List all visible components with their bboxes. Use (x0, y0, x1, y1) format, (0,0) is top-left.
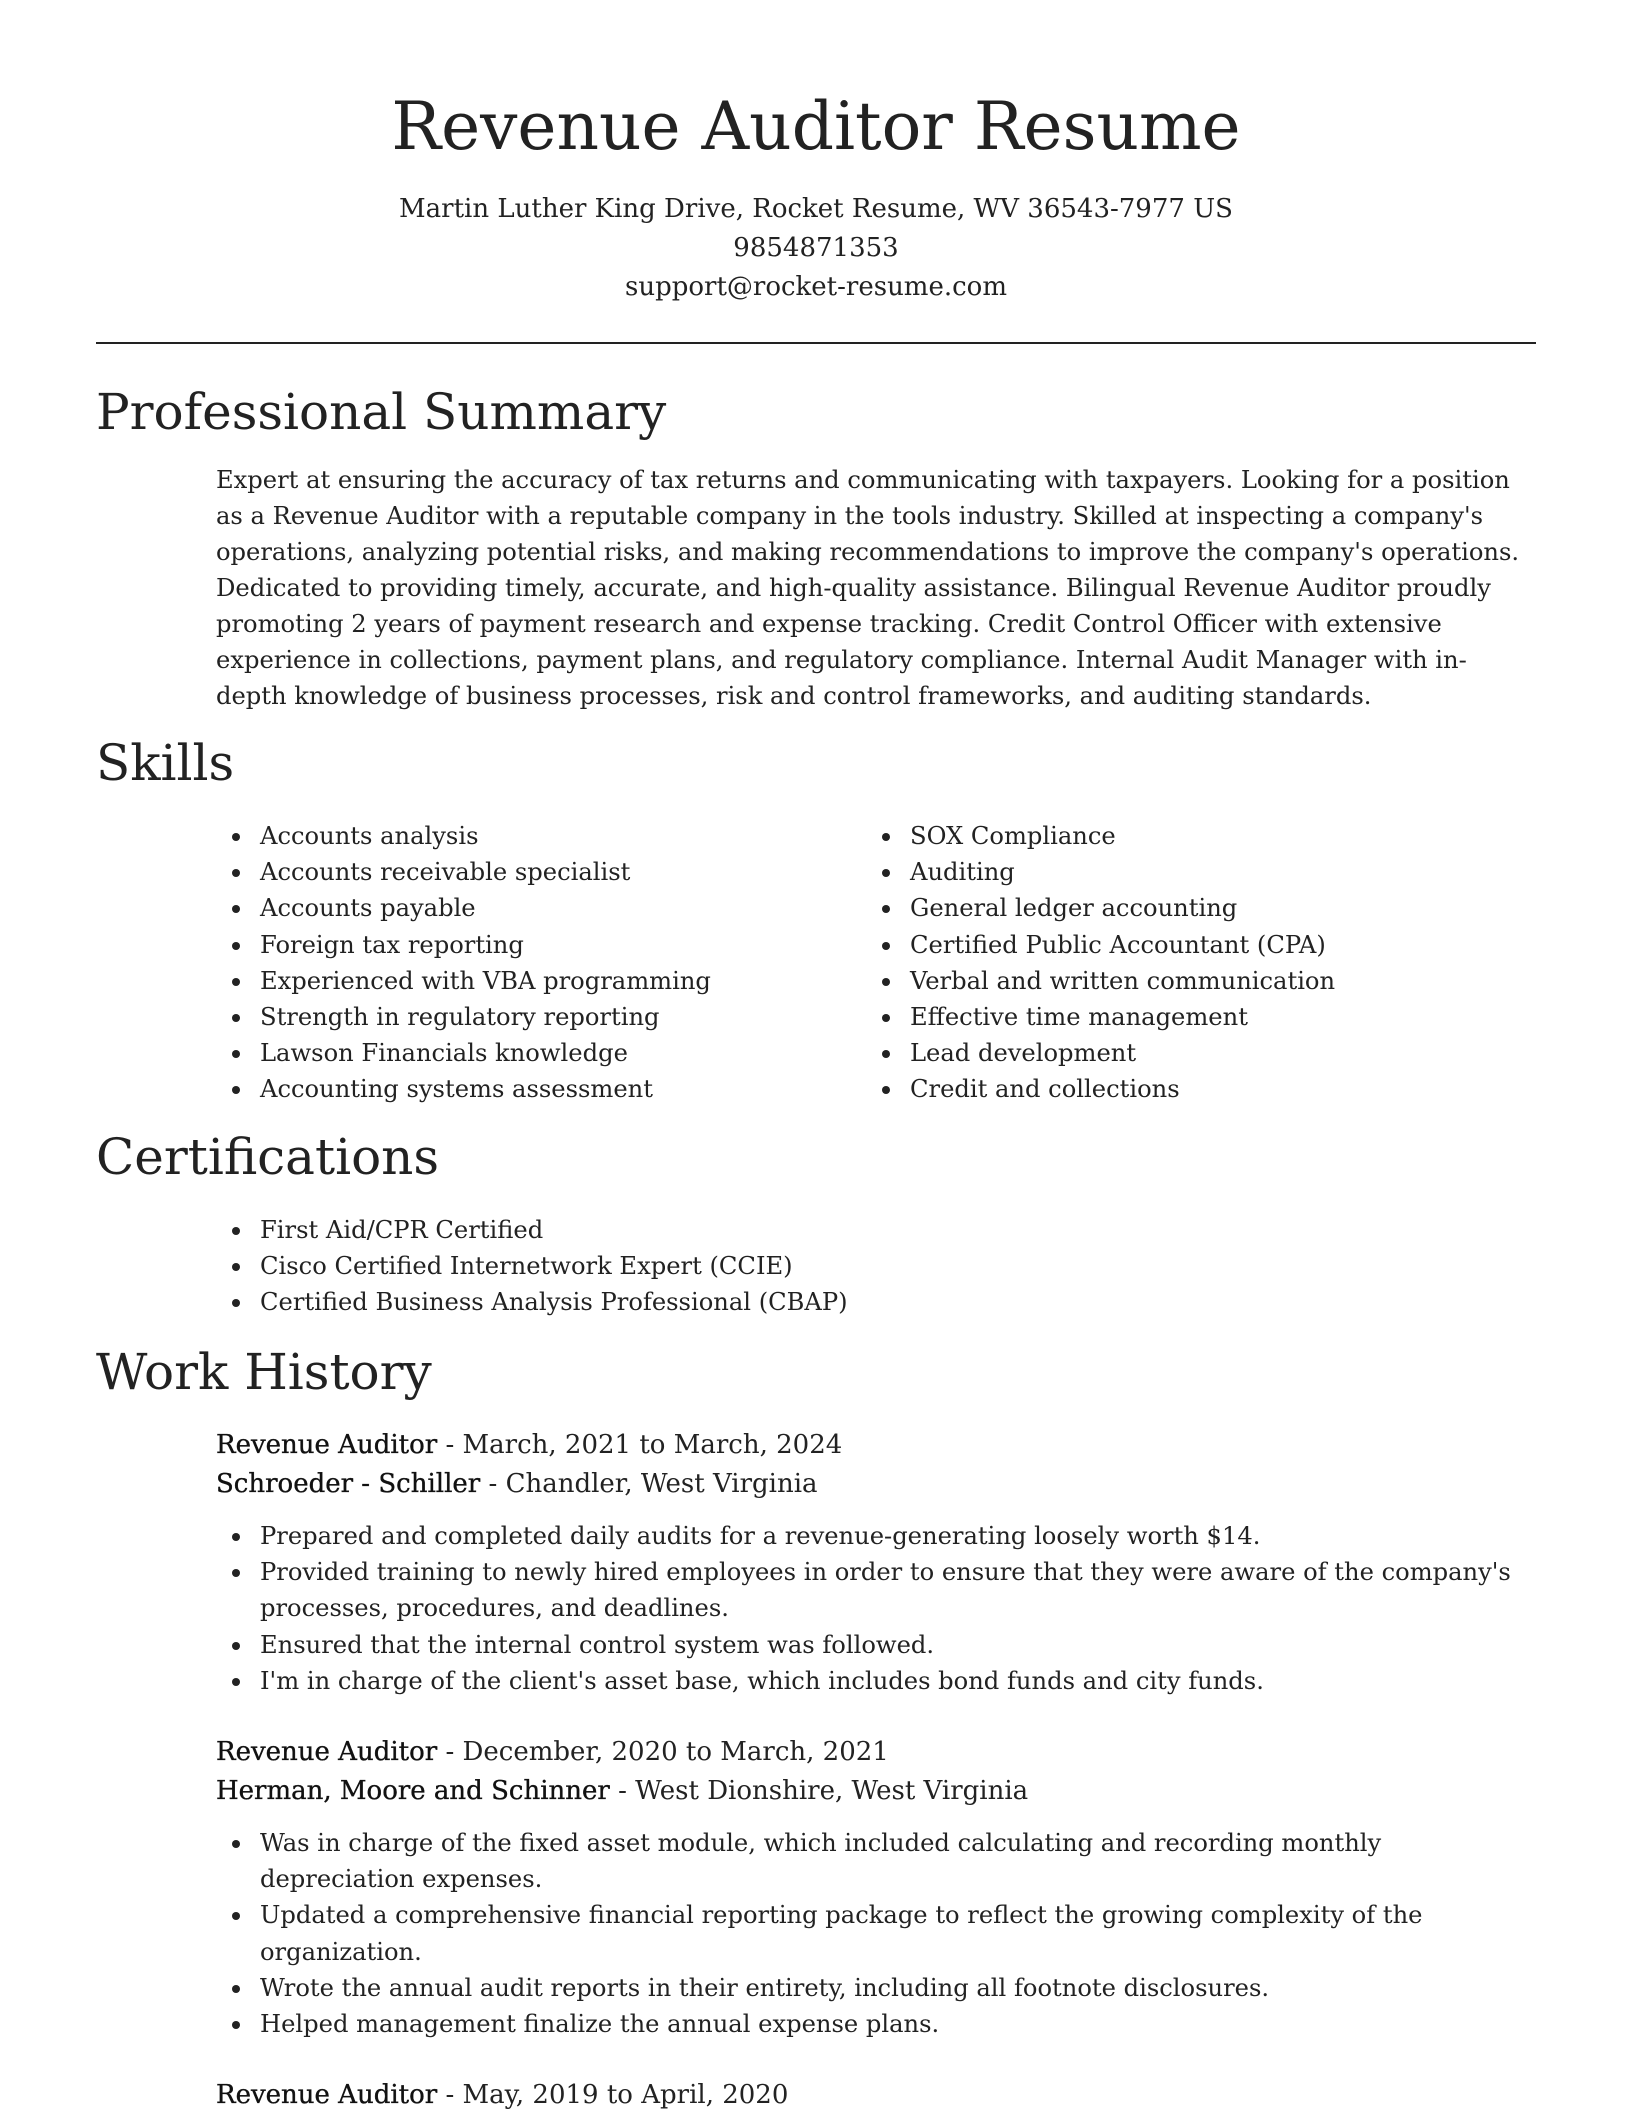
job-company-line (216, 1465, 1536, 1504)
certifications-list (216, 1212, 1536, 1321)
skill-item: Accounting systems assessment (216, 1071, 856, 1107)
job-bullet: Was in charge of the fixed asset module, which included calculating and recording monthly depreciation expenses. (216, 1825, 1536, 1897)
skills-heading: Skills (96, 734, 235, 792)
skill-item: General ledger accounting (866, 890, 1506, 926)
contact-address: Martin Luther King Drive, Rocket Resume, WV 36543-7977 US (399, 194, 1233, 224)
skill-item: Certified Public Accountant (CPA) (866, 927, 1506, 963)
certification-item: Certified Business Analysis Professional (CBAP) (216, 1284, 1536, 1320)
job-title-line (216, 1426, 1536, 1465)
job-title-line (216, 2076, 1536, 2115)
skill-item: Strength in regulatory reporting (216, 999, 856, 1035)
separator: - (609, 1776, 636, 1806)
skill-item: Foreign tax reporting (216, 927, 856, 963)
skill-item: SOX Compliance (866, 818, 1506, 854)
contact-block (0, 190, 1632, 307)
summary-text: Expert at ensuring the accuracy of tax returns and communicating with taxpayers. Looking for a position as a Revenue Auditor with a reputable company in the tools industry. Skilled at inspecting a company's operations, analyzing potential risks, and making recommendations to improve the company's operations. Dedicated to providing timely, accurate, and high-quality assistance. Bilingual Revenue Auditor proudly promoting 2 years of payment research and expense tracking. Credit Control Officer with extensive experience in collections, payment plans, and regulatory compliance. Internal Audit Manager with in-depth knowledge of business processes, risk and control frameworks, and auditing standards. (216, 466, 1520, 710)
skill-item: Lawson Financials knowledge (216, 1035, 856, 1071)
separator: - (480, 1469, 506, 1499)
skills-list-left (216, 818, 856, 1108)
skill-item: Accounts analysis (216, 818, 856, 854)
job-bullets (216, 1518, 1536, 1699)
certification-item: First Aid/CPR Certified (216, 1212, 1536, 1248)
job-title: Revenue Auditor (216, 2080, 438, 2110)
job-bullet: Ensured that the internal control system was followed. (216, 1627, 1536, 1663)
skill-item: Accounts payable (216, 890, 856, 926)
separator: - (437, 2080, 463, 2110)
job-dates: December, 2020 to March, 2021 (462, 1737, 889, 1767)
separator: - (437, 1430, 463, 1460)
job-company: Schroeder - Schiller (216, 1469, 481, 1499)
skills-column-right (866, 818, 1506, 1108)
job-bullet: Provided training to newly hired employees in order to ensure that they were aware of the company's processes, procedures, and deadlines. (216, 1554, 1536, 1626)
job-bullet: Helped management finalize the annual expense plans. (216, 2006, 1536, 2042)
job-company: Herman, Moore and Schinner (216, 1776, 610, 1806)
header-divider (96, 342, 1536, 344)
job-bullet: Updated a comprehensive financial reporting package to reflect the growing complexity of the organization. (216, 1897, 1536, 1969)
job-title-line (216, 1733, 1536, 1772)
skills-list-right (866, 818, 1506, 1108)
resume-title: Revenue Auditor Resume (391, 88, 1241, 165)
skill-item: Verbal and written communication (866, 963, 1506, 999)
job-company-line (216, 1772, 1536, 1811)
job-entry (216, 1733, 1536, 2042)
certifications-heading: Certifications (96, 1128, 440, 1186)
certifications-bullets (216, 1212, 1536, 1321)
skill-item: Accounts receivable specialist (216, 854, 856, 890)
job-bullet: Prepared and completed daily audits for a revenue-generating loosely worth $14. (216, 1518, 1536, 1554)
job-dates: May, 2019 to April, 2020 (462, 2080, 789, 2110)
job-dates: March, 2021 to March, 2024 (462, 1430, 843, 1460)
skill-item: Lead development (866, 1035, 1506, 1071)
skill-item: Experienced with VBA programming (216, 963, 856, 999)
job-bullet: I'm in charge of the client's asset base, which includes bond funds and city funds. (216, 1663, 1536, 1699)
skill-item: Auditing (866, 854, 1506, 890)
job-location: West Dionshire, West Virginia (635, 1776, 1029, 1806)
job-title: Revenue Auditor (216, 1737, 438, 1767)
job-title: Revenue Auditor (216, 1430, 438, 1460)
contact-phone: 9854871353 (733, 233, 899, 263)
job-location: Chandler, West Virginia (505, 1469, 818, 1499)
job-entry (216, 2076, 1536, 2115)
job-bullet: Wrote the annual audit reports in their entirety, including all footnote disclosures. (216, 1970, 1536, 2006)
skills-column-left (216, 818, 856, 1108)
job-entry (216, 1426, 1536, 1699)
job-bullets (216, 1825, 1536, 2042)
contact-email: support@rocket-resume.com (624, 272, 1007, 302)
resume-header (0, 0, 1632, 307)
skill-item: Effective time management (866, 999, 1506, 1035)
skill-item: Credit and collections (866, 1071, 1506, 1107)
work-history-heading: Work History (96, 1343, 432, 1401)
summary-heading: Professional Summary (96, 383, 667, 441)
certification-item: Cisco Certified Internetwork Expert (CCIE) (216, 1248, 1536, 1284)
separator: - (437, 1737, 463, 1767)
